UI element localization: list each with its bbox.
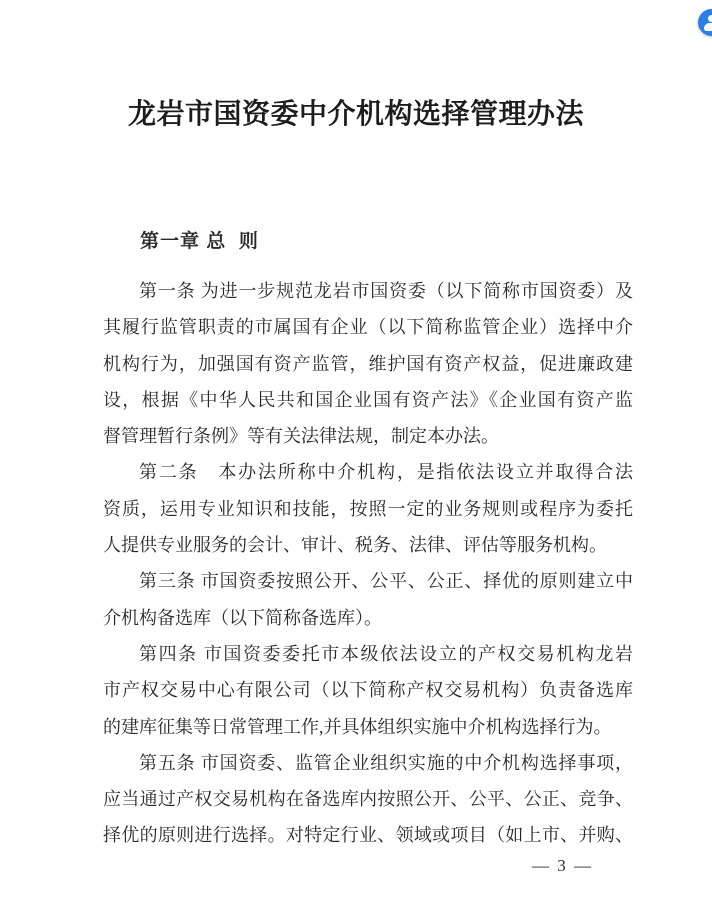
- text-line: 资质，运用专业知识和技能，按照一定的业务规则或程序为委托: [103, 498, 633, 519]
- text-line: 择优的原则进行选择。对特定行业、领域或项目（如上市、并购、: [103, 825, 633, 846]
- assistant-float-button[interactable]: [698, 9, 712, 36]
- document-body: [103, 273, 633, 854]
- page-number: — 3 —: [532, 856, 593, 875]
- chapter-heading: 第一章 总 则: [140, 231, 259, 252]
- text-line: 督管理暂行条例》等有关法律法规，制定本办法。: [103, 426, 499, 447]
- text-line: 应当通过产权交易机构在备选库内按照公开、公平、公正、竞争、: [103, 789, 633, 810]
- text-line: 第二条 本办法所称中介机构，是指依法设立并取得合法: [139, 462, 633, 483]
- person-icon: [704, 23, 712, 31]
- text-line: 第三条 市国资委按照公开、公平、公正、择优的原则建立中: [139, 571, 633, 592]
- text-line: 机构行为，加强国有资产监管，维护国有资产权益，促进廉政建: [103, 353, 633, 374]
- text-line: 的建库征集等日常管理工作,并具体组织实施中介机构选择行为。: [103, 716, 612, 737]
- person-icon: [708, 15, 712, 22]
- document-title: 龙岩市国资委中介机构选择管理办法: [127, 99, 584, 130]
- text-line: 人提供专业服务的会计、审计、税务、法律、评估等服务机构。: [103, 535, 607, 556]
- text-line: 第四条 市国资委委托市本级依法设立的产权交易机构龙岩: [139, 643, 633, 664]
- text-line: 市产权交易中心有限公司（以下简称产权交易机构）负责备选库: [103, 680, 633, 701]
- text-line: 其履行监管职责的市属国有企业（以下简称监管企业）选择中介: [103, 317, 633, 338]
- text-line: 第一条 为进一步规范龙岩市国资委（以下简称市国资委）及: [139, 281, 633, 301]
- text-line: 设，根据《中华人民共和国企业国有资产法》《企业国有资产监: [103, 389, 633, 410]
- text-line: 介机构备选库（以下简称备选库）。: [103, 607, 382, 628]
- text-line: 第五条 市国资委、监管企业组织实施的中介机构选择事项，: [139, 752, 633, 773]
